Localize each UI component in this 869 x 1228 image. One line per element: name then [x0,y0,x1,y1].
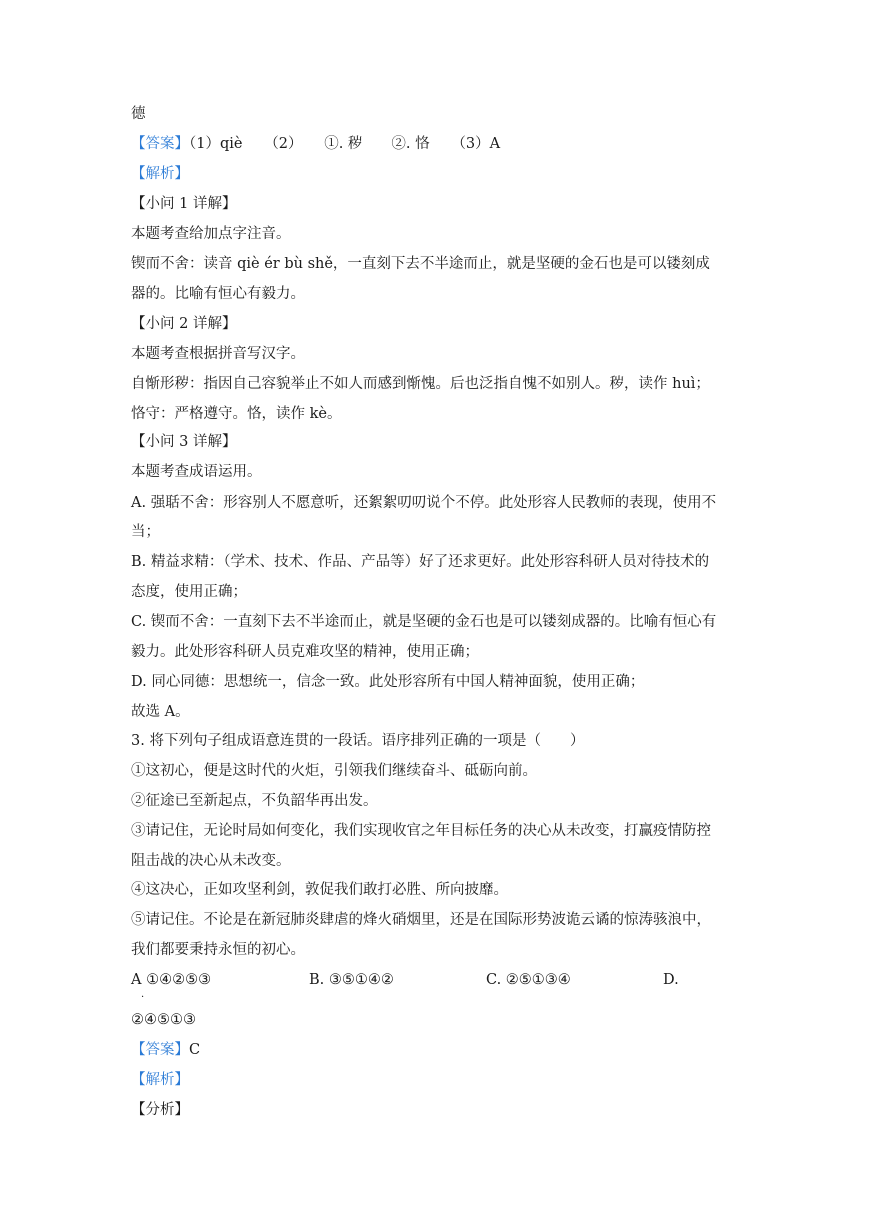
option-d-value: ②④⑤①③ [131,1012,196,1028]
sentence-5: ⑤请记住。不论是在新冠肺炎肆虐的烽火硝烟里，还是在国际形势波诡云谲的惊涛骇浪中， [131,912,711,928]
subquestion-1-heading: 【小问 1 详解】 [131,196,237,212]
answer-text: C [189,1042,201,1058]
option-b: B. ③⑤①④② [309,972,394,988]
text-line: 本题考查给加点字注音。 [131,226,291,242]
text-line: 本题考查根据拼音写汉字。 [131,346,305,362]
text-line: 当； [131,524,160,540]
question-3: 3. 将下列句子组成语意连贯的一段话。语序排列正确的一项是（ ） [131,733,585,749]
sentence-2: ②征途已至新起点，不负韶华再出发。 [131,793,378,809]
analysis-heading: 【分析】 [131,1102,189,1118]
text-line: 锲而不舍：读音 qiè ér bù shě，一直刻下去不半途而止，就是坚硬的金石也是可以镂刻成 [131,256,710,272]
sentence-4: ④这决心，正如攻坚利剑，敦促我们敢打必胜、所向披靡。 [131,882,508,898]
analysis-tag: 【解析】 [131,166,189,182]
analysis-tag: 【解析】 [131,1072,189,1088]
sentence-1: ①这初心，便是这时代的火炬，引领我们继续奋斗、砥砺向前。 [131,763,537,779]
answer-tag: 【答案】 [131,1042,189,1058]
answer-line-2 [131,1040,200,1060]
option-a-dot: · [141,992,145,1003]
subquestion-3-heading: 【小问 3 详解】 [131,434,237,450]
sentence-3: ③请记住，无论时局如何变化，我们实现收官之年目标任务的决心从未改变，打赢疫情防控 [131,823,711,839]
answer-tag: 【答案】 [131,136,189,152]
option-c: C. ②⑤①③④ [486,972,571,988]
sentence-5-cont: 我们都要秉持永恒的初心。 [131,942,305,958]
text-line: 器的。比喻有恒心有毅力。 [131,286,305,302]
text-line: D. 同心同德：思想统一，信念一致。此处形容所有中国人精神面貌，使用正确； [131,674,645,690]
text-line: 自惭形秽：指因自己容貌举止不如人而感到惭愧。后也泛指自愧不如别人。秽，读作 huì； [131,376,710,392]
text-line: B. 精益求精：（学术、技术、作品、产品等）好了还求更好。此处形容科研人员对待技术的 [131,554,710,570]
text-line: 故选 A。 [131,704,190,720]
sentence-3-cont: 阻击战的决心从未改变。 [131,853,291,869]
option-d: D. [663,972,679,988]
answer-text: （1）qiè （2） ①. 秽 ②. 恪 （3）A [189,136,501,152]
text-line: C. 锲而不舍：一直刻下去不半途而止，就是坚硬的金石也是可以镂刻成器的。比喻有恒心有 [131,614,717,630]
text-line: A. 强聒不舍：形容别人不愿意听，还絮絮叨叨说个不停。此处形容人民教师的表现，使用不 [131,495,717,511]
text-line: 态度，使用正确； [131,584,247,600]
text-line: 恪守：严格遵守。恪，读作 kè。 [131,406,342,422]
text-line: 本题考查成语运用。 [131,464,262,480]
answer-line [131,134,500,154]
text-line: 德 [131,106,146,122]
subquestion-2-heading: 【小问 2 详解】 [131,316,237,332]
text-line: 毅力。此处形容科研人员克难攻坚的精神，使用正确； [131,644,479,660]
option-a: A ①④②⑤③ [131,972,212,988]
